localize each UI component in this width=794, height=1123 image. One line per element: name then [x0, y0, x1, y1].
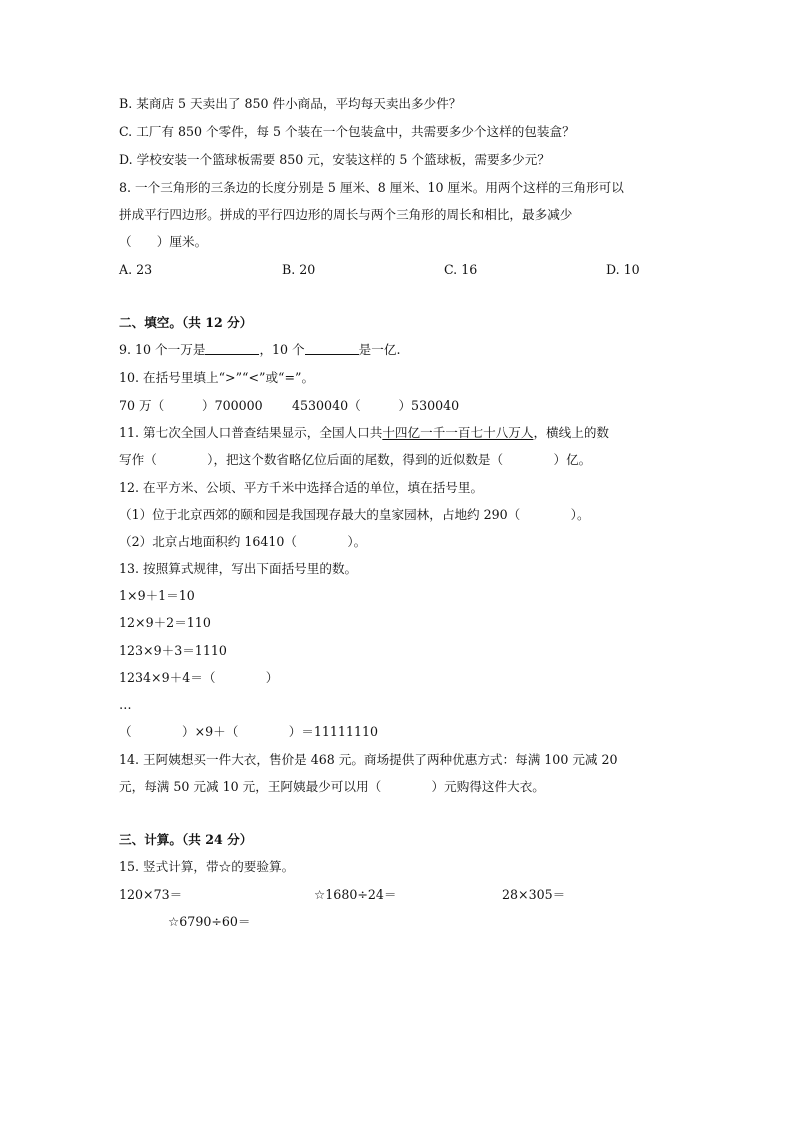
q7-option-d: D. 学校安装一个篮球板需要 850 元，安装这样的 5 个篮球板，需要多少元？: [119, 152, 550, 167]
q9-answer-blank-1[interactable]: [205, 342, 259, 355]
q11-underlined-number: 十四亿一千一百七十八万人: [382, 425, 534, 440]
q9-text-a: 9. 10 个一万是: [119, 342, 206, 357]
q13-equation-3: 123×9＋3＝1110: [119, 643, 227, 658]
q9-text-b: ，10 个: [259, 342, 305, 357]
q15-calc-2: ☆1680÷24＝: [314, 887, 397, 902]
q12-item1: （1）位于北京西郊的颐和园是我国现存最大的皇家园林，占地约 290（ ）。: [119, 507, 590, 522]
q10-compare-a: 70 万（ ）700000: [119, 398, 263, 413]
q8-option-d: D. 10: [606, 262, 640, 277]
q13-equation-5: （ ）×9＋（ ）＝11111110: [119, 724, 378, 739]
q8-option-a: A. 23: [119, 262, 153, 277]
q12-item2: （2）北京占地面积约 16410（ ）。: [119, 534, 367, 549]
q14-line1: 14. 王阿姨想买一件大衣，售价是 468 元。商场提供了两种优惠方式：每满 100 元减 20: [119, 752, 618, 767]
q11-line2: 写作（ ），把这个数省略亿位后面的尾数，得到的近似数是（ ）亿。: [119, 452, 592, 467]
q14-line2: 元，每满 50 元减 10 元，王阿姨最少可以用（ ）元购得这件大衣。: [119, 779, 545, 794]
q10: 10. 在括号里填上“>”“<”或“=”。: [119, 370, 315, 385]
q8-line3: （ ）厘米。: [119, 234, 208, 249]
q11-text-a: 11. 第七次全国人口普查结果显示，全国人口共: [119, 425, 383, 440]
q8-option-c: C. 16: [444, 262, 478, 277]
q9-answer-blank-2[interactable]: [305, 342, 359, 355]
q13-equation-1: 1×9＋1＝10: [119, 588, 195, 603]
section3-heading: 三、计算。（共 24 分）: [119, 832, 253, 847]
q15: 15. 竖式计算，带☆的要验算。: [119, 859, 295, 874]
q15-calc-3: 28×305＝: [502, 887, 566, 902]
q7-option-b: B. 某商店 5 天卖出了 850 件小商品，平均每天卖出多少件？: [119, 96, 462, 111]
q15-calc-1: 120×73＝: [119, 887, 183, 902]
q8-line2: 拼成平行四边形。拼成的平行四边形的周长与两个三角形的周长和相比，最多减少: [119, 207, 573, 222]
q13-equation-2: 12×9＋2＝110: [119, 615, 211, 630]
q7-option-c: C. 工厂有 850 个零件，每 5 个装在一个包装盒中，共需要多少个这样的包装盒？: [119, 124, 575, 139]
q8-line1: 8. 一个三角形的三条边的长度分别是 5 厘米、8 厘米、10 厘米。用两个这样的三角形可以: [119, 180, 624, 195]
q13: 13. 按照算式规律，写出下面括号里的数。: [119, 561, 358, 576]
q11-line1: [119, 425, 609, 441]
q10-compare-b: 4530040（ ）530040: [292, 398, 460, 413]
q12: 12. 在平方米、公顷、平方千米中选择合适的单位，填在括号里。: [119, 480, 484, 495]
q9-text-c: 是一亿.: [358, 342, 401, 357]
q13-equation-4: 1234×9＋4＝（ ）: [119, 670, 279, 685]
q11-text-b: ，横线上的数: [533, 425, 610, 440]
section2-heading: 二、填空。（共 12 分）: [119, 315, 253, 330]
q13-ellipsis: …: [119, 697, 132, 712]
q15-calc-4: ☆6790÷60＝: [168, 914, 251, 929]
q9: [119, 342, 400, 358]
q8-option-b: B. 20: [282, 262, 316, 277]
